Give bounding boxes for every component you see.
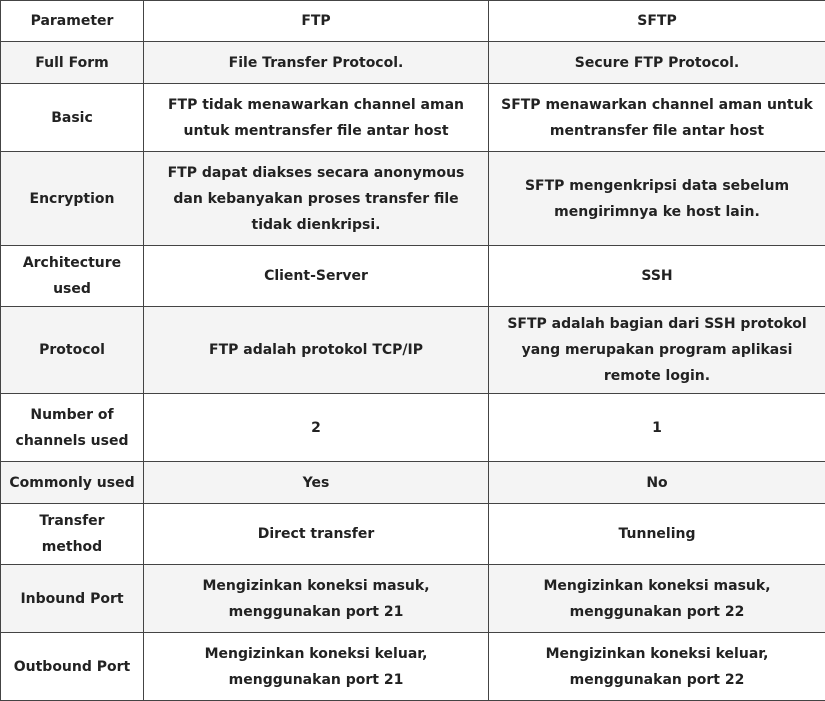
sftp-cell: SFTP adalah bagian dari SSH protokol yang merupakan program aplikasi remote login. — [489, 307, 825, 394]
ftp-cell: FTP adalah protokol TCP/IP — [144, 307, 489, 394]
ftp-cell: Yes — [144, 462, 489, 504]
param-cell: Outbound Port — [1, 633, 144, 701]
param-cell: Inbound Port — [1, 565, 144, 633]
param-cell: Architecture used — [1, 246, 144, 307]
ftp-cell: Client-Server — [144, 246, 489, 307]
table-row — [1, 462, 825, 504]
table-row — [1, 84, 825, 152]
ftp-cell: Mengizinkan koneksi masuk, menggunakan port 21 — [144, 565, 489, 633]
sftp-cell: Mengizinkan koneksi masuk, menggunakan port 22 — [489, 565, 825, 633]
table-row — [1, 394, 825, 462]
table-row — [1, 42, 825, 84]
table-header-row — [1, 1, 825, 42]
param-cell: Encryption — [1, 152, 144, 246]
header-ftp: FTP — [144, 1, 489, 42]
table-row — [1, 152, 825, 246]
sftp-cell: SFTP mengenkripsi data sebelum mengirimnya ke host lain. — [489, 152, 825, 246]
sftp-cell: SSH — [489, 246, 825, 307]
sftp-cell: 1 — [489, 394, 825, 462]
sftp-cell: SFTP menawarkan channel aman untuk mentransfer file antar host — [489, 84, 825, 152]
sftp-cell: No — [489, 462, 825, 504]
ftp-cell: FTP dapat diakses secara anonymous dan kebanyakan proses transfer file tidak dienkripsi. — [144, 152, 489, 246]
param-cell: Commonly used — [1, 462, 144, 504]
table-row — [1, 504, 825, 565]
header-parameter: Parameter — [1, 1, 144, 42]
ftp-cell: Mengizinkan koneksi keluar, menggunakan port 21 — [144, 633, 489, 701]
sftp-cell: Tunneling — [489, 504, 825, 565]
param-cell: Number of channels used — [1, 394, 144, 462]
table-row — [1, 246, 825, 307]
header-sftp: SFTP — [489, 1, 825, 42]
ftp-cell: File Transfer Protocol. — [144, 42, 489, 84]
param-cell: Full Form — [1, 42, 144, 84]
param-cell: Transfer method — [1, 504, 144, 565]
ftp-cell: 2 — [144, 394, 489, 462]
sftp-cell: Mengizinkan koneksi keluar, menggunakan port 22 — [489, 633, 825, 701]
table-row — [1, 565, 825, 633]
table-row — [1, 307, 825, 394]
sftp-cell: Secure FTP Protocol. — [489, 42, 825, 84]
param-cell: Basic — [1, 84, 144, 152]
table-row — [1, 633, 825, 701]
ftp-cell: FTP tidak menawarkan channel aman untuk mentransfer file antar host — [144, 84, 489, 152]
param-cell: Protocol — [1, 307, 144, 394]
ftp-cell: Direct transfer — [144, 504, 489, 565]
